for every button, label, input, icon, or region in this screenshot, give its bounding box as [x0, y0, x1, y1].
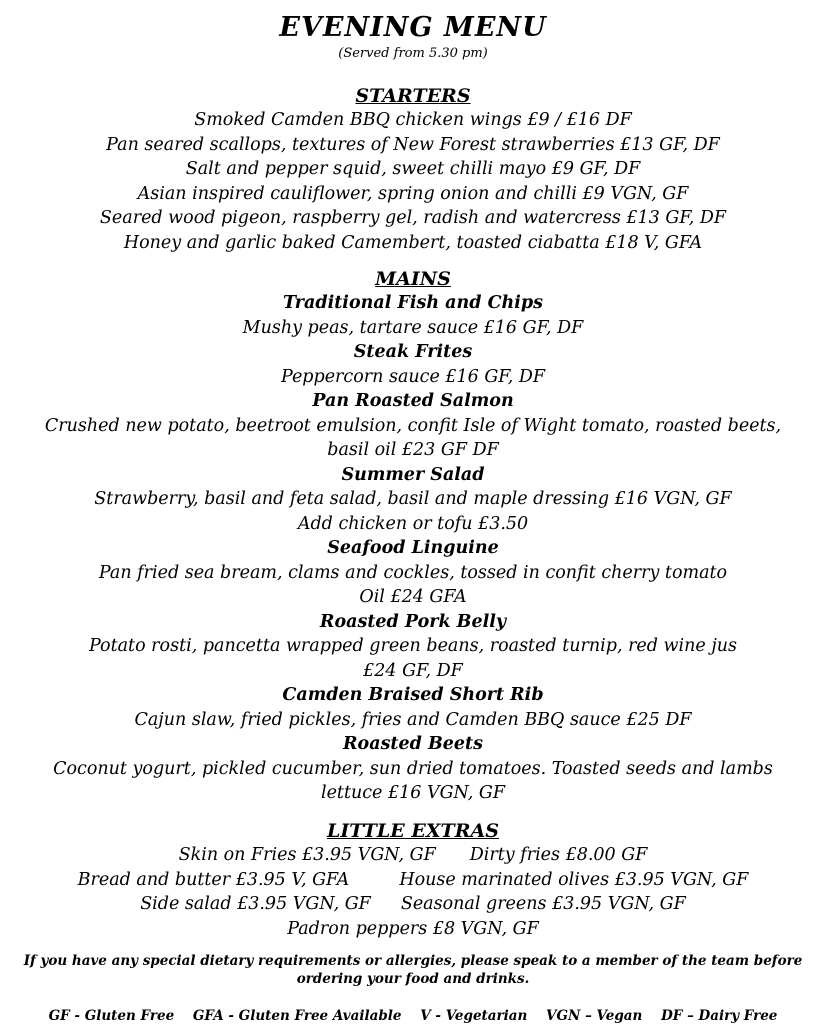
key-item: DF – Dairy Free: [661, 1008, 778, 1024]
extras-section: [0, 819, 826, 941]
dish-name: Traditional Fish and Chips: [283, 293, 543, 313]
key-item: VGN – Vegan: [546, 1008, 643, 1024]
extra-item: Padron peppers £8 VGN, GF: [287, 918, 539, 939]
extra-item: Skin on Fries £3.95 VGN, GF: [178, 845, 436, 865]
mains-heading: MAINS: [375, 268, 451, 290]
starters-section: [0, 84, 826, 255]
extra-item: Side salad £3.95 VGN, GF: [140, 894, 371, 914]
extras-heading: LITTLE EXTRAS: [327, 820, 499, 842]
dish-description: basil oil £23 GF DF: [327, 440, 499, 460]
dish-name: Camden Braised Short Rib: [282, 685, 544, 705]
dish-description: Potato rosti, pancetta wrapped green beans, roasted turnip, red wine jus: [88, 636, 737, 656]
menu-title: EVENING MENU: [279, 12, 547, 43]
dish-description: Strawberry, basil and feta salad, basil and maple dressing £16 VGN, GF: [94, 489, 732, 509]
dish-name: Seafood Linguine: [327, 538, 499, 558]
allergy-note: If you have any special dietary requirements or allergies, please speak to a member of the team before ordering your food and drinks.: [23, 953, 803, 987]
dish-description: lettuce £16 VGN, GF: [320, 783, 506, 803]
key-item: GFA - Gluten Free Available: [192, 1008, 402, 1024]
extras-row: [0, 843, 826, 868]
extra-item: Seasonal greens £3.95 VGN, GF: [400, 894, 686, 914]
dish-name: Roasted Beets: [343, 734, 483, 754]
starters-heading: STARTERS: [355, 85, 471, 107]
key-item: GF - Gluten Free: [48, 1008, 175, 1024]
dish-description: Pan fried sea bream, clams and cockles, tossed in confit cherry tomato: [98, 562, 728, 583]
dish-name: Summer Salad: [341, 464, 485, 485]
dish-name: Steak Frites: [353, 342, 473, 362]
menu-subtitle: (Served from 5.30 pm): [338, 46, 488, 61]
dish-description: Oil £24 GFA: [359, 587, 467, 607]
extra-item: Dirty fries £8.00 GF: [469, 845, 648, 865]
mains-section: [0, 267, 826, 806]
starter-item: Pan seared scallops, textures of New Forest strawberries £13 GF, DF: [106, 134, 720, 155]
starter-item: Asian inspired cauliflower, spring onion and chilli £9 VGN, GF: [137, 183, 689, 204]
dish-name: Pan Roasted Salmon: [312, 391, 514, 411]
starter-item: Salt and pepper squid, sweet chilli mayo £9 GF, DF: [185, 159, 641, 179]
extra-item: Bread and butter £3.95 V, GFA: [77, 869, 350, 890]
dish-description: Peppercorn sauce £16 GF, DF: [280, 366, 546, 387]
dietary-key: [0, 1007, 826, 1025]
dish-description: Coconut yogurt, pickled cucumber, sun dried tomatoes. Toasted seeds and lambs: [53, 758, 773, 779]
dish-description: £24 GF, DF: [363, 660, 463, 681]
starter-item: Smoked Camden BBQ chicken wings £9 / £16 DF: [194, 110, 632, 130]
extra-item: House marinated olives £3.95 VGN, GF: [399, 869, 749, 890]
key-item: V - Vegetarian: [420, 1008, 528, 1024]
extras-row: [0, 868, 826, 893]
dish-description: Mushy peas, tartare sauce £16 GF, DF: [242, 317, 584, 338]
dish-description: Cajun slaw, fried pickles, fries and Camden BBQ sauce £25 DF: [134, 709, 692, 730]
dish-name: Roasted Pork Belly: [319, 611, 507, 632]
starter-item: Seared wood pigeon, raspberry gel, radish and watercress £13 GF, DF: [99, 208, 727, 228]
extras-row: [0, 917, 826, 942]
dish-description: Add chicken or tofu £3.50: [297, 513, 529, 534]
starter-item: Honey and garlic baked Camembert, toasted ciabatta £18 V, GFA: [123, 232, 703, 253]
extras-row: [0, 892, 826, 917]
dish-description: Crushed new potato, beetroot emulsion, confit Isle of Wight tomato, roasted beets,: [44, 415, 782, 436]
